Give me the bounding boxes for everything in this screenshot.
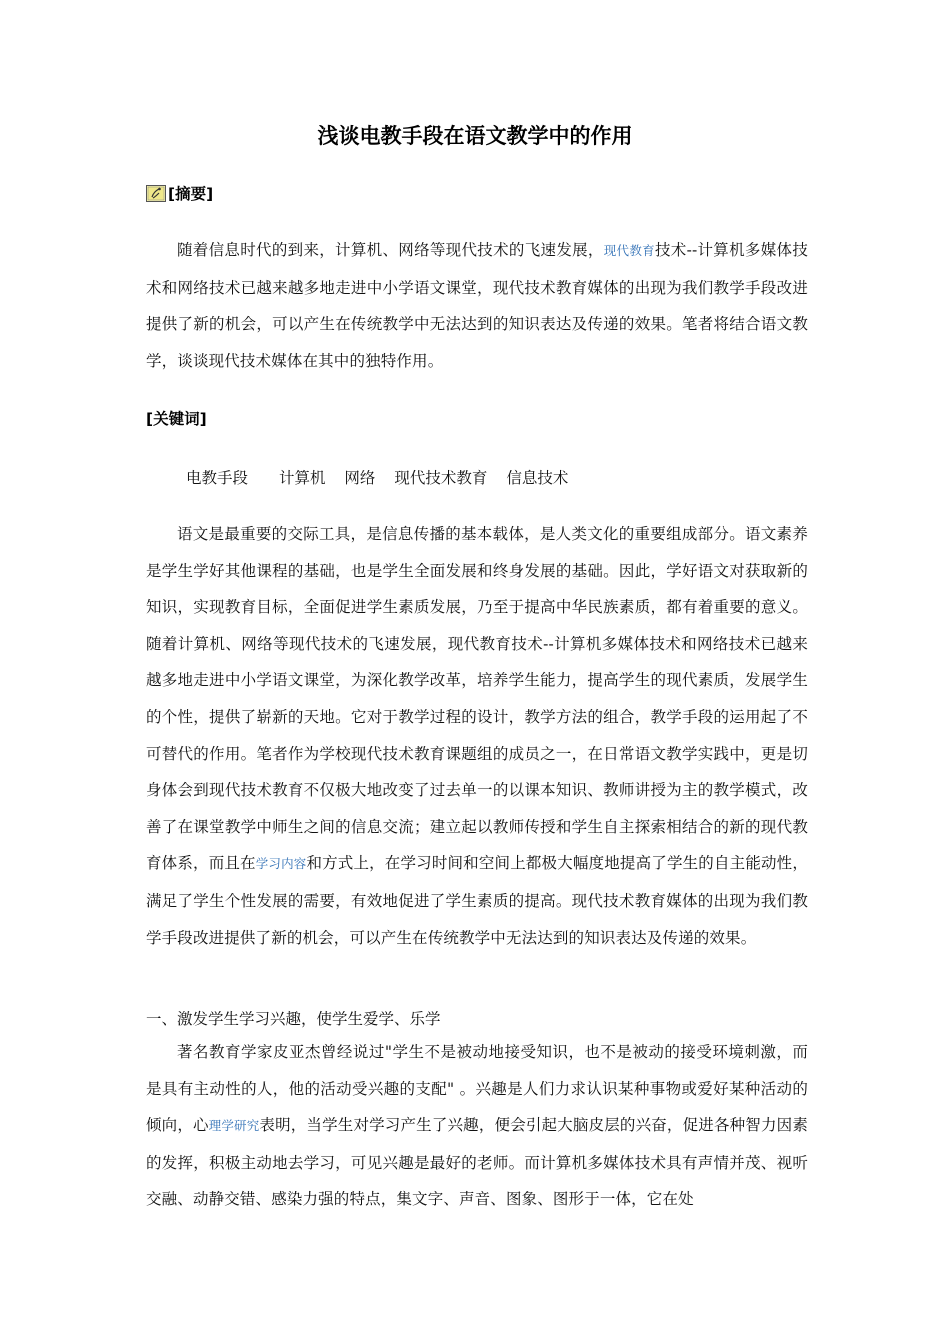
section-heading: 一、激发学生学习兴趣，使学生爱学、乐学 — [146, 1010, 441, 1028]
keyword: 现代技术教育 — [394, 469, 488, 487]
body-text: 语文是最重要的交际工具，是信息传播的基本载体，是人类文化的重要组成部分。语文素养是学生学好其他课程的基础，也是学生全面发展和终身发展的基础。因此，学好语文对获取新的知识，实现教育目标，全面促进学生素质发展，乃至于提高中华民族素质，都有着重要的意义。随着计算机、网络等现代技术的飞速发展，现代教育技术--计算机多媒体技术和网络技术已越来越多地走进中小学语文课堂，为深化教学改革，培养学生能力，提高学生的现代素质，发展学生的个性，提供了崭新的天地。它对于教学过程的设计，教学方法的组合，教学手段的运用起了不可替代的作用。笔者作为学校现代技术教育课题组的成员之一，在日常语文教学实践中，更是切身体会到现代技术教育不仅极大地改变了过去单一的以课本知识、教师讲授为主的教学模式，改善了在课堂教学中师生之间的信息交流；建立起以教师传授和学生自主探索相结合的新的现代教育体系，而且在 — [146, 525, 808, 873]
comment-note-icon — [146, 183, 166, 200]
keyword: 网络 — [344, 469, 376, 487]
section-text: 著名教育学家皮亚杰曾经说过"学生不是被动地接受知识，也不是被动的接受环境刺激，而是具有主动性的人，他的活动受兴趣的支配" 。兴趣是人们力求认识某种事物或爱好某种活动的倾向，心 — [146, 1043, 808, 1135]
keywords-list — [186, 465, 568, 491]
keyword: 信息技术 — [506, 469, 569, 487]
body-text-cont: 和方式上，在学习时间和空间上都极大幅度地提高了学生的自主能动性，满足了学生个性发展的需要，有效地促进了学生素质的提高。现代技术教育媒体的出现为我们教学手段改进提供了新的机会，可以产生在传统教学中无法达到的知识表达及传递的效果。 — [146, 854, 808, 947]
keyword: 计算机 — [278, 469, 326, 487]
document-title: 浅谈电教手段在语文教学中的作用 — [317, 124, 633, 148]
abstract-heading: [摘要] — [168, 185, 214, 203]
link-modern-education[interactable]: 现代教育 — [603, 243, 655, 258]
abstract-text-cont: 技术--计算机多媒体技术和网络技术已越来越多地走进中小学语文课堂，现代技术教育媒体的出现为我们教学手段改进提供了新的机会，可以产生在传统教学中无法达到的知识表达及传递的效果。笔者将结合语文教学，谈谈现代技术媒体在其中的独特作用。 — [146, 241, 808, 370]
abstract-heading-row — [146, 180, 213, 208]
keyword: 电教手段 — [186, 469, 249, 487]
link-psychology-research[interactable]: 理学研究 — [208, 1118, 260, 1134]
abstract-paragraph — [146, 232, 808, 379]
section-paragraph — [146, 1034, 808, 1218]
keywords-heading: [关键词] — [146, 410, 207, 428]
abstract-text: 随着信息时代的到来，计算机、网络等现代技术的飞速发展， — [177, 241, 604, 259]
body-paragraph — [146, 516, 808, 956]
section-text-cont: 表明，当学生对学习产生了兴趣，便会引起大脑皮层的兴奋，促进各种智力因素的发挥，积极主动地去学习，可见兴趣是最好的老师。而计算机多媒体技术具有声情并茂、视听交融、动静交错、感染力强的特点，集文字、声音、图象、图形于一体，它在处 — [146, 1116, 808, 1209]
link-learning-content[interactable]: 学习内容 — [255, 856, 307, 872]
